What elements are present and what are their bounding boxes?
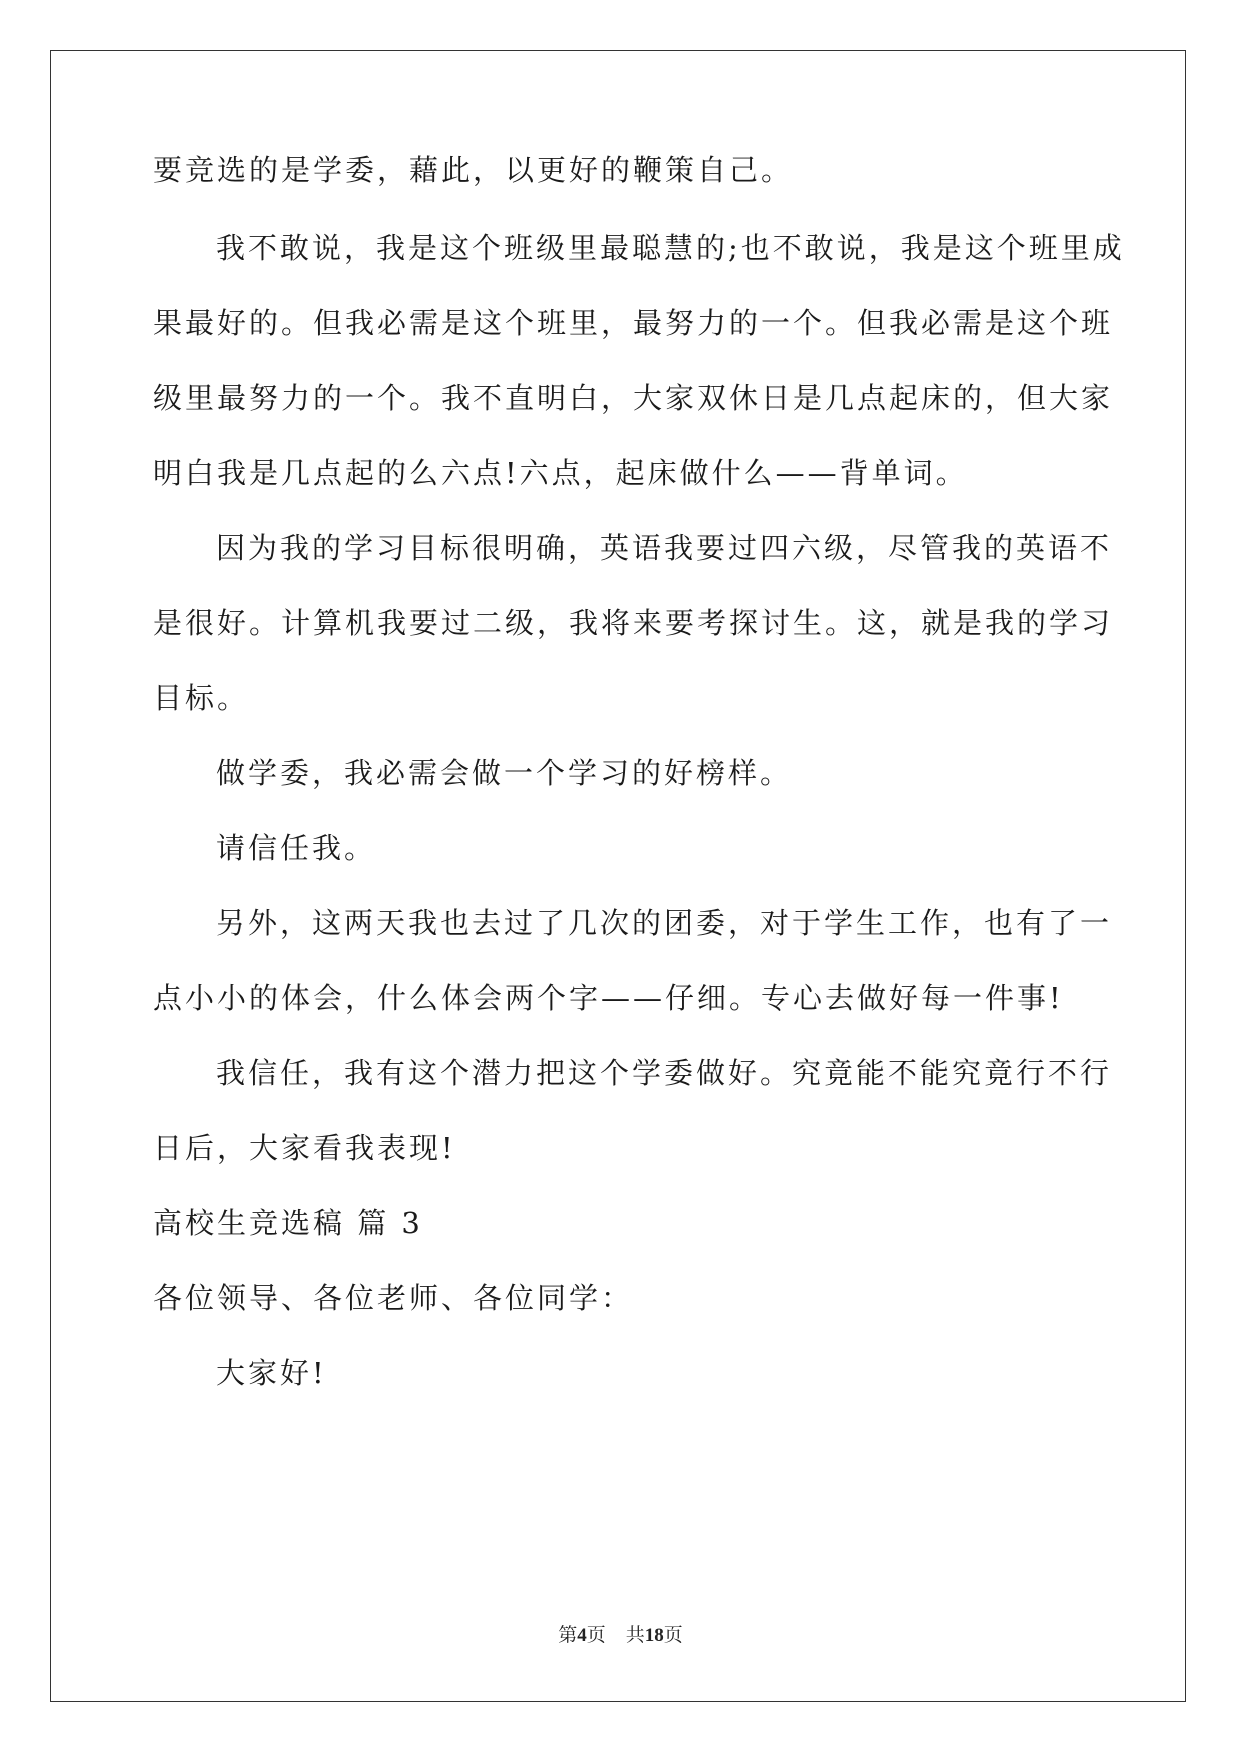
- paragraph-line: 我不敢说，我是这个班级里最聪慧的;也不敢说，我是这个班里成: [216, 231, 1125, 265]
- total-pages-number: 18: [644, 1625, 664, 1646]
- page-border: [50, 50, 1186, 1702]
- paragraph-line: 果最好的。但我必需是这个班里，最努力的一个。但我必需是这个班: [153, 306, 1114, 340]
- footer-total-suffix: 页: [663, 1625, 683, 1646]
- paragraph-line: 做学委，我必需会做一个学习的好榜样。: [216, 756, 793, 790]
- greeting-line: 大家好!: [216, 1356, 327, 1390]
- section-heading: 高校生竞选稿 篇 3: [153, 1206, 423, 1240]
- current-page-number: 4: [577, 1625, 587, 1646]
- paragraph-line: 日后，大家看我表现!: [153, 1131, 456, 1165]
- paragraph-line: 明白我是几点起的么六点!六点，起床做什么——背单词。: [153, 456, 968, 490]
- paragraph-line: 因为我的学习目标很明确，英语我要过四六级，尽管我的英语不: [216, 531, 1113, 565]
- paragraph-line: 级里最努力的一个。我不直明白，大家双休日是几点起床的，但大家: [153, 381, 1114, 415]
- paragraph-line: 点小小的体会，什么体会两个字——仔细。专心去做好每一件事!: [153, 981, 1064, 1015]
- paragraph-line: 目标。: [153, 681, 250, 715]
- footer-page-suffix: 页: [586, 1625, 606, 1646]
- page-number-footer: [0, 1620, 1241, 1647]
- paragraph-line: 另外，这两天我也去过了几次的团委，对于学生工作，也有了一: [216, 906, 1113, 940]
- paragraph-line: 请信任我。: [216, 831, 377, 865]
- salutation-line: 各位领导、各位老师、各位同学：: [153, 1281, 634, 1315]
- paragraph-line: 我信任，我有这个潜力把这个学委做好。究竟能不能究竟行不行: [216, 1056, 1113, 1090]
- footer-prefix: 第: [558, 1625, 578, 1646]
- paragraph-line: 要竞选的是学委，藉此，以更好的鞭策自己。: [153, 153, 794, 187]
- footer-total-prefix: 共: [625, 1625, 645, 1646]
- paragraph-line: 是很好。计算机我要过二级，我将来要考探讨生。这，就是我的学习: [153, 606, 1114, 640]
